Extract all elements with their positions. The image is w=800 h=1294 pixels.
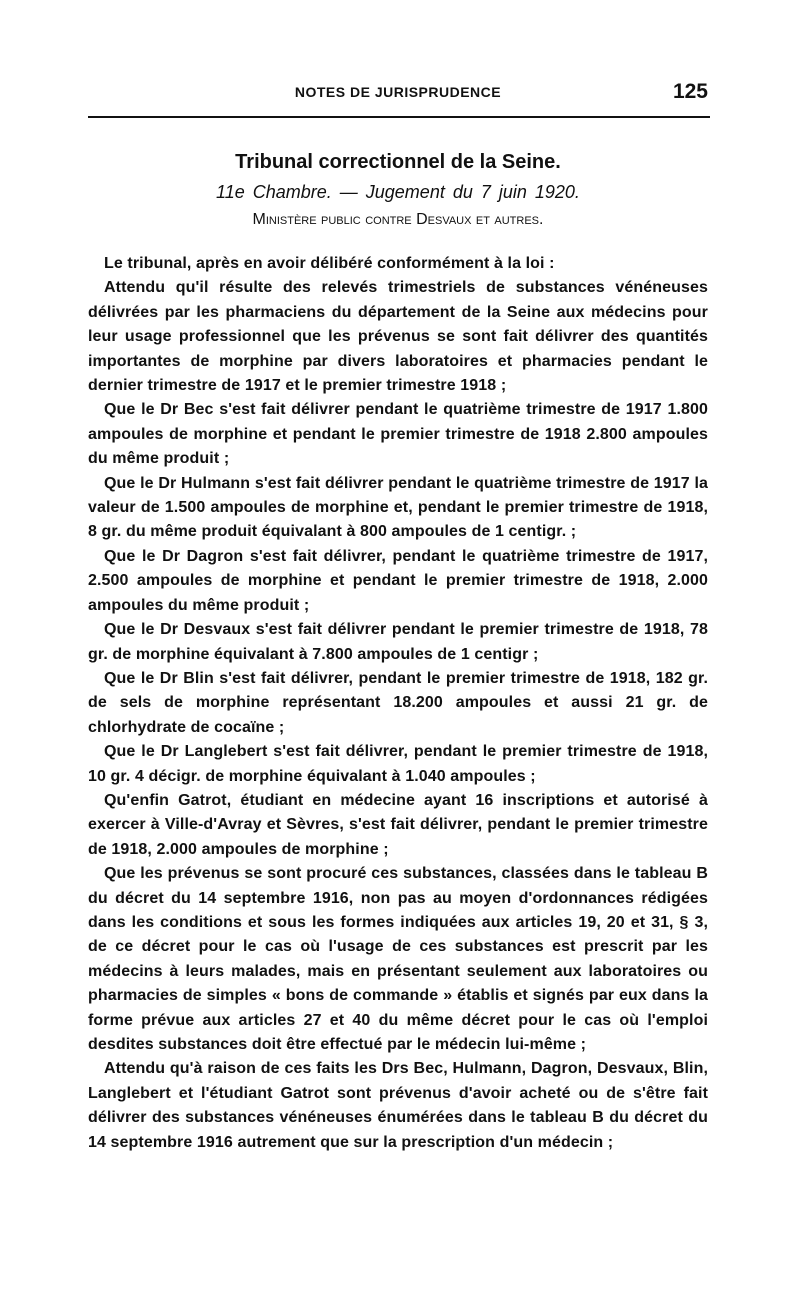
judgment-heading <box>88 146 708 234</box>
paragraph-desvaux: Que le Dr Desvaux s'est fait délivrer pendant le premier trimestre de 1918, 78 gr. de morphine équivalant à 7.800 ampoules de 1 centigr ; <box>88 621 708 663</box>
paragraph-attendu-prevenus: Attendu qu'à raison de ces faits les Drs Bec, Hulmann, Dagron, Desvaux, Blin, Langlebert et l'étudiant Gatrot sont prévenus d'avoir acheté ou de s'être fait délivrer des substances vénéneuses énumérées dans le tableau B du décret du 14 septembre 1916 autrement que sur la prescription d'un médecin ; <box>88 1060 708 1151</box>
judgment-text <box>88 252 708 1155</box>
paragraph-gatrot: Qu'enfin Gatrot, étudiant en médecine ayant 16 inscriptions et autorisé à exercer à Ville-d'Avray et Sèvres, s'est fait délivrer, pendant le premier trimestre de 1918, 2.000 ampoules de morphine ; <box>88 791 708 858</box>
parties-line: Ministère public contre Desvaux et autres. <box>252 211 544 228</box>
paragraph-blin: Que le Dr Blin s'est fait délivrer, pendant le premier trimestre de 1918, 182 gr. de sels de morphine représentant 18.200 ampoules et aussi 21 gr. de chlorhydrate de cocaïne ; <box>88 669 708 736</box>
chamber-line: 11e Chambre. — Jugement du 7 juin 1920. <box>216 182 580 202</box>
paragraph-langlebert: Que le Dr Langlebert s'est fait délivrer, pendant le premier trimestre de 1918, 10 gr. 4 décigr. de morphine équivalant à 1.040 ampoules ; <box>88 743 708 785</box>
paragraph-hulmann: Que le Dr Hulmann s'est fait délivrer pendant le quatrième trimestre de 1917 la valeur de 1.500 ampoules de morphine et, pendant le premier trimestre de 1918, 8 gr. du même produit équivalant à 800 ampoules de 1 centigr. ; <box>88 474 708 541</box>
court-title: Tribunal correctionnel de la Seine. <box>235 151 561 173</box>
paragraph-bec: Que le Dr Bec s'est fait délivrer pendant le quatrième trimestre de 1917 1.800 ampoules de morphine et pendant le premier trimestre de 1918 2.800 ampoules du même produit ; <box>88 401 708 468</box>
header-rule <box>88 116 710 118</box>
paragraph-attendu-releves: Attendu qu'il résulte des relevés trimestriels de substances vénéneuses délivrées par les pharmaciens du département de la Seine aux médecins pour leur usage professionnel que les prévenus se sont fait délivrer des quantités importantes de morphine par divers laboratoires et pharmacies pendant le dernier trimestre de 1917 et le premier trimestre 1918 ; <box>88 279 708 395</box>
paragraph-intro: Le tribunal, après en avoir délibéré conformément à la loi : <box>104 255 555 272</box>
page-number: 125 <box>672 80 708 103</box>
paragraph-dagron: Que le Dr Dagron s'est fait délivrer, pendant le quatrième trimestre de 1917, 2.500 ampoules de morphine et pendant le premier trimestre de 1918, 2.000 ampoules du même produit ; <box>88 547 708 614</box>
running-head <box>88 80 708 106</box>
running-title: NOTES DE JURISPRUDENCE <box>294 84 502 100</box>
paragraph-procure: Que les prévenus se sont procuré ces substances, classées dans le tableau B du décret du 14 septembre 1916, non pas au moyen d'ordonnances rédigées dans les conditions et sous les formes indiquées aux articles 19, 20 et 31, § 3, de ce décret pour le cas où l'usage de ces substances est prescrit par les médecins à leurs malades, mais en présentant seulement aux laboratoires ou pharmacies de simples « bons de commande » établis et signés par eux dans la forme prévue aux articles 27 et 40 du même décret pour le cas où l'emploi desdites substances doit être effectué par le médecin lui-même ; <box>88 865 708 1053</box>
